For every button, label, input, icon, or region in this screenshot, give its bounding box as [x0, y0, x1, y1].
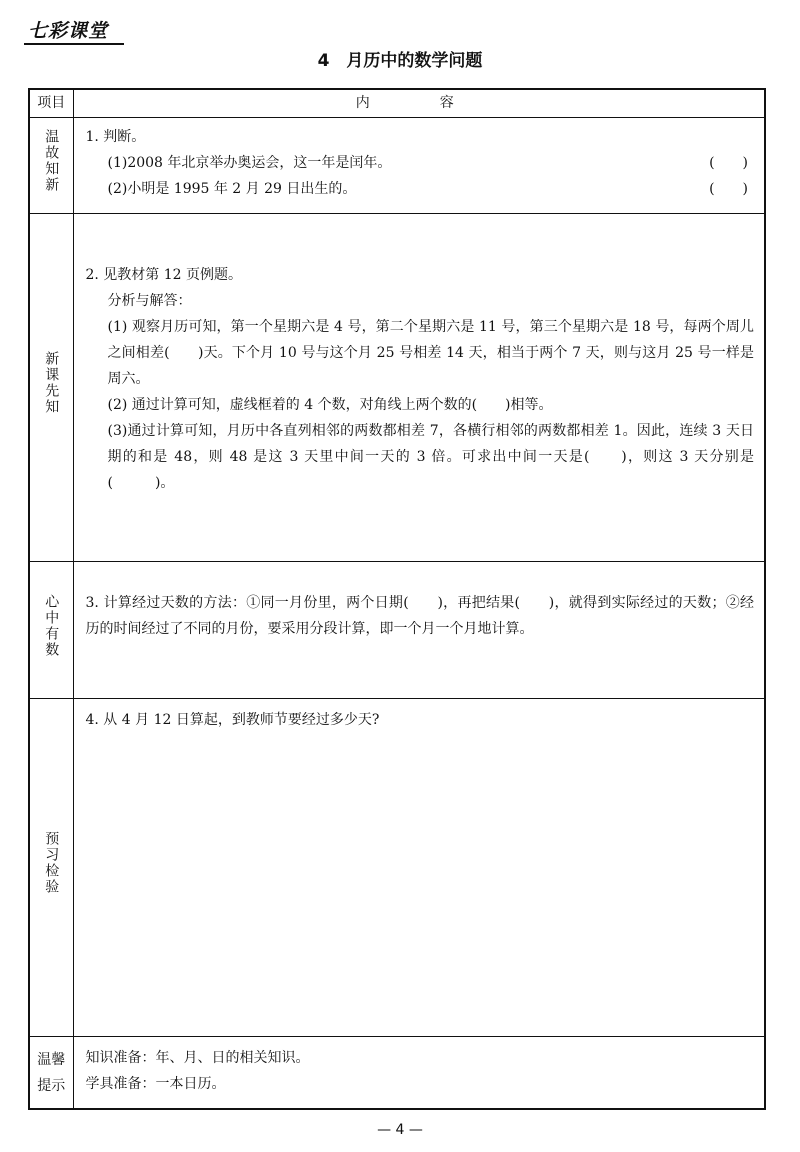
header-content-label: 内 容: [355, 95, 482, 112]
header-item: 项目: [29, 89, 73, 117]
q1-item-a: [86, 150, 755, 176]
q1-item-a-text: (1)2008 年北京举办奥运会，这一年是闰年。: [107, 154, 392, 171]
label-tips-bottom: 提示: [37, 1077, 66, 1094]
brand-logo: 七彩课堂: [28, 20, 109, 42]
q1-answer-blank-b[interactable]: ( ): [709, 180, 748, 197]
lesson-table: [28, 88, 766, 1110]
q1-item-b: [86, 176, 755, 202]
section-new: [29, 213, 765, 562]
q1-answer-blank-a[interactable]: ( ): [709, 154, 748, 171]
brand-underline: [24, 43, 124, 45]
table-header-row: [29, 89, 765, 117]
page-title: 4 月历中的数学问题: [317, 51, 483, 71]
tip-tools: 学具准备：一本日历。: [85, 1076, 226, 1093]
q3-text: 3. 计算经过天数的方法：①同一月份里，两个日期( )，再把结果( )，就得到实际经过的天数；②经历的时间经过了不同的月份，要采用分段计算，即一个月一个月地计算。: [85, 595, 754, 638]
q1-title: 1. 判断。: [85, 128, 146, 145]
tip-knowledge: 知识准备：年、月、日的相关知识。: [85, 1050, 310, 1067]
header-content: [73, 89, 765, 117]
q4-text: 4. 从 4 月 12 日算起，到教师节要经过多少天?: [85, 711, 380, 728]
q2-title: 2. 见教材第 12 页例题。: [85, 266, 243, 283]
section-review: [29, 117, 765, 213]
section-content-tips: [73, 1037, 765, 1109]
label-mind: 心中有数: [43, 593, 60, 658]
page-number: — 4 —: [377, 1122, 423, 1138]
section-content-mind: [73, 562, 765, 698]
section-mind: [29, 562, 765, 698]
section-label-review: [29, 117, 73, 213]
q1-item-b-text: (2)小明是 1995 年 2 月 29 日出生的。: [107, 180, 357, 197]
section-label-tips: [29, 1037, 73, 1109]
q2-part2: (2) 通过计算可知，虚线框着的 4 个数，对角线上两个数的( )相等。: [107, 396, 553, 413]
section-check: [29, 698, 765, 1037]
section-content-new: [73, 213, 765, 562]
section-label-new: [29, 213, 73, 562]
q2-part3: (3)通过计算可知，月历中各直列相邻的两数都相差 7，各横行相邻的两数都相差 1。因此，连续 3 天日期的和是 48，则 48 是这 3 天里中间一天的 3 倍。可求出中间一天是( )，则这 3 天分别是( )。: [107, 422, 754, 491]
section-label-check: [29, 698, 73, 1037]
q2-analysis: 分析与解答：: [107, 292, 192, 309]
label-new: 新课先知: [43, 351, 60, 416]
label-tips-top: 温馨: [37, 1051, 66, 1068]
section-content-review: [73, 117, 765, 213]
q2-part1: (1) 观察月历可知，第一个星期六是 4 号，第二个星期六是 11 号，第三个星期六是 18 号，每两个周儿之间相差( )天。下个月 10 号与这个月 25 号相差 14 天，相当于两个 7 天，则与这月 25 号一样是周六。: [107, 318, 754, 387]
section-tips: [29, 1037, 765, 1109]
section-content-check[interactable]: [73, 698, 765, 1037]
label-check: 预习检验: [43, 831, 60, 895]
section-label-mind: [29, 562, 73, 698]
label-review: 温故知新: [43, 128, 60, 193]
